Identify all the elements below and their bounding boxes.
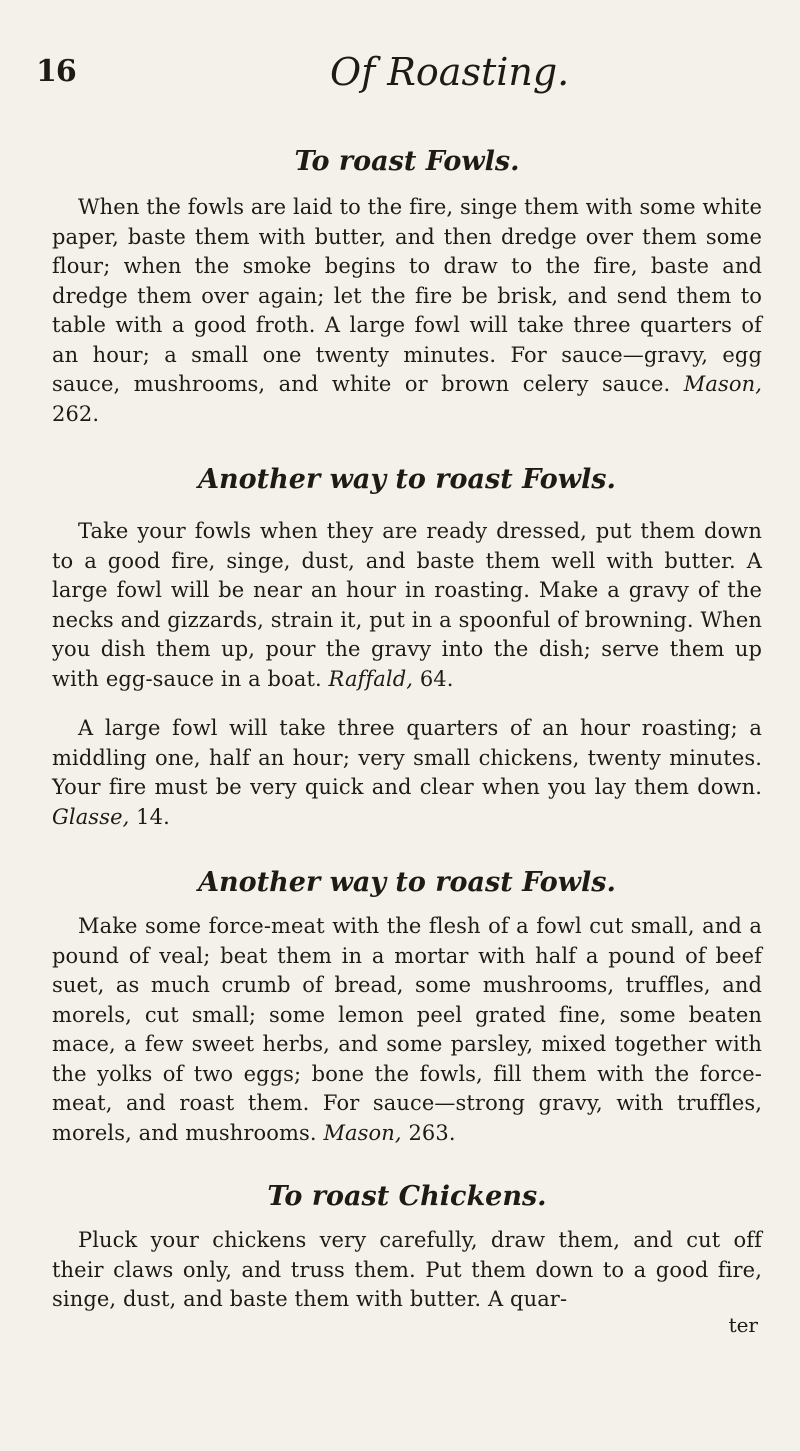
catchword: ter <box>728 1312 758 1337</box>
page-reference: 64. <box>413 666 454 691</box>
page-reference: 263. <box>401 1120 456 1145</box>
page-content <box>52 145 762 1337</box>
paragraph-text: Take your fowls when they are ready dressed, put them down to a good fire, singe, dust, and baste them well with butter. A large fowl will be near an hour in roasting. Make a gravy of the necks and gizzards, strain it, put in a spoonful of browning. When you dish them up, pour the gravy into the dish; serve them up with egg-sauce in a boat. <box>52 519 762 691</box>
paragraph <box>52 193 762 429</box>
page-number: 16 <box>36 54 76 89</box>
paragraph-text: A large fowl will take three quarters of an hour roasting; a middling one, half an hour; very small chickens, twenty minutes. Your fire must be very quick and clear when you lay them down. <box>52 716 762 799</box>
source-reference: Mason, <box>683 372 762 396</box>
page-header <box>0 50 800 110</box>
section-heading: Another way to roast Fowls. <box>198 464 616 495</box>
paragraph-text: Pluck your chickens very carefully, draw them, and cut off their claws only, and truss them. Put them down to a good fire, singe, dust, and baste them with butter. A quar- <box>52 1228 762 1311</box>
paragraph-text: When the fowls are laid to the fire, singe them with some white paper, baste them with butter, and then dredge over them some flour; when the smoke begins to draw to the fire, baste and dredge them over again; let the fire be brisk, and send them to table with a good froth. A large fowl will take three quarters of an hour; a small one twenty minutes. For sauce—gravy, egg sauce, mushrooms, and white or brown celery sauce. <box>52 195 762 396</box>
source-reference: Glasse, <box>52 804 130 829</box>
paragraph <box>52 1226 762 1315</box>
paragraph <box>52 912 762 1148</box>
section-heading: To roast Chickens. <box>267 1181 547 1212</box>
section-heading: Another way to roast Fowls. <box>198 867 616 898</box>
page-reference: 14. <box>129 804 170 829</box>
paragraph-text: Make some force-meat with the flesh of a fowl cut small, and a pound of veal; beat them in a mortar with half a pound of beef suet, as much crumb of bread, some mushrooms, truffles, and morels, cut small; some lemon peel grated fine, some beaten mace, a few sweet herbs, and some parsley, mixed together with the yolks of two eggs; bone the fowls, fill them with the force-meat, and roast them. For sauce—strong gravy, with truffles, morels, and mushrooms. <box>52 914 762 1145</box>
page-reference: 262. <box>52 401 100 426</box>
section-heading: To roast Fowls. <box>294 146 520 177</box>
source-reference: Raffald, <box>328 666 414 691</box>
source-reference: Mason, <box>323 1120 402 1145</box>
running-head: Of Roasting. <box>330 50 570 94</box>
paragraph <box>52 714 762 832</box>
paragraph <box>52 517 762 694</box>
